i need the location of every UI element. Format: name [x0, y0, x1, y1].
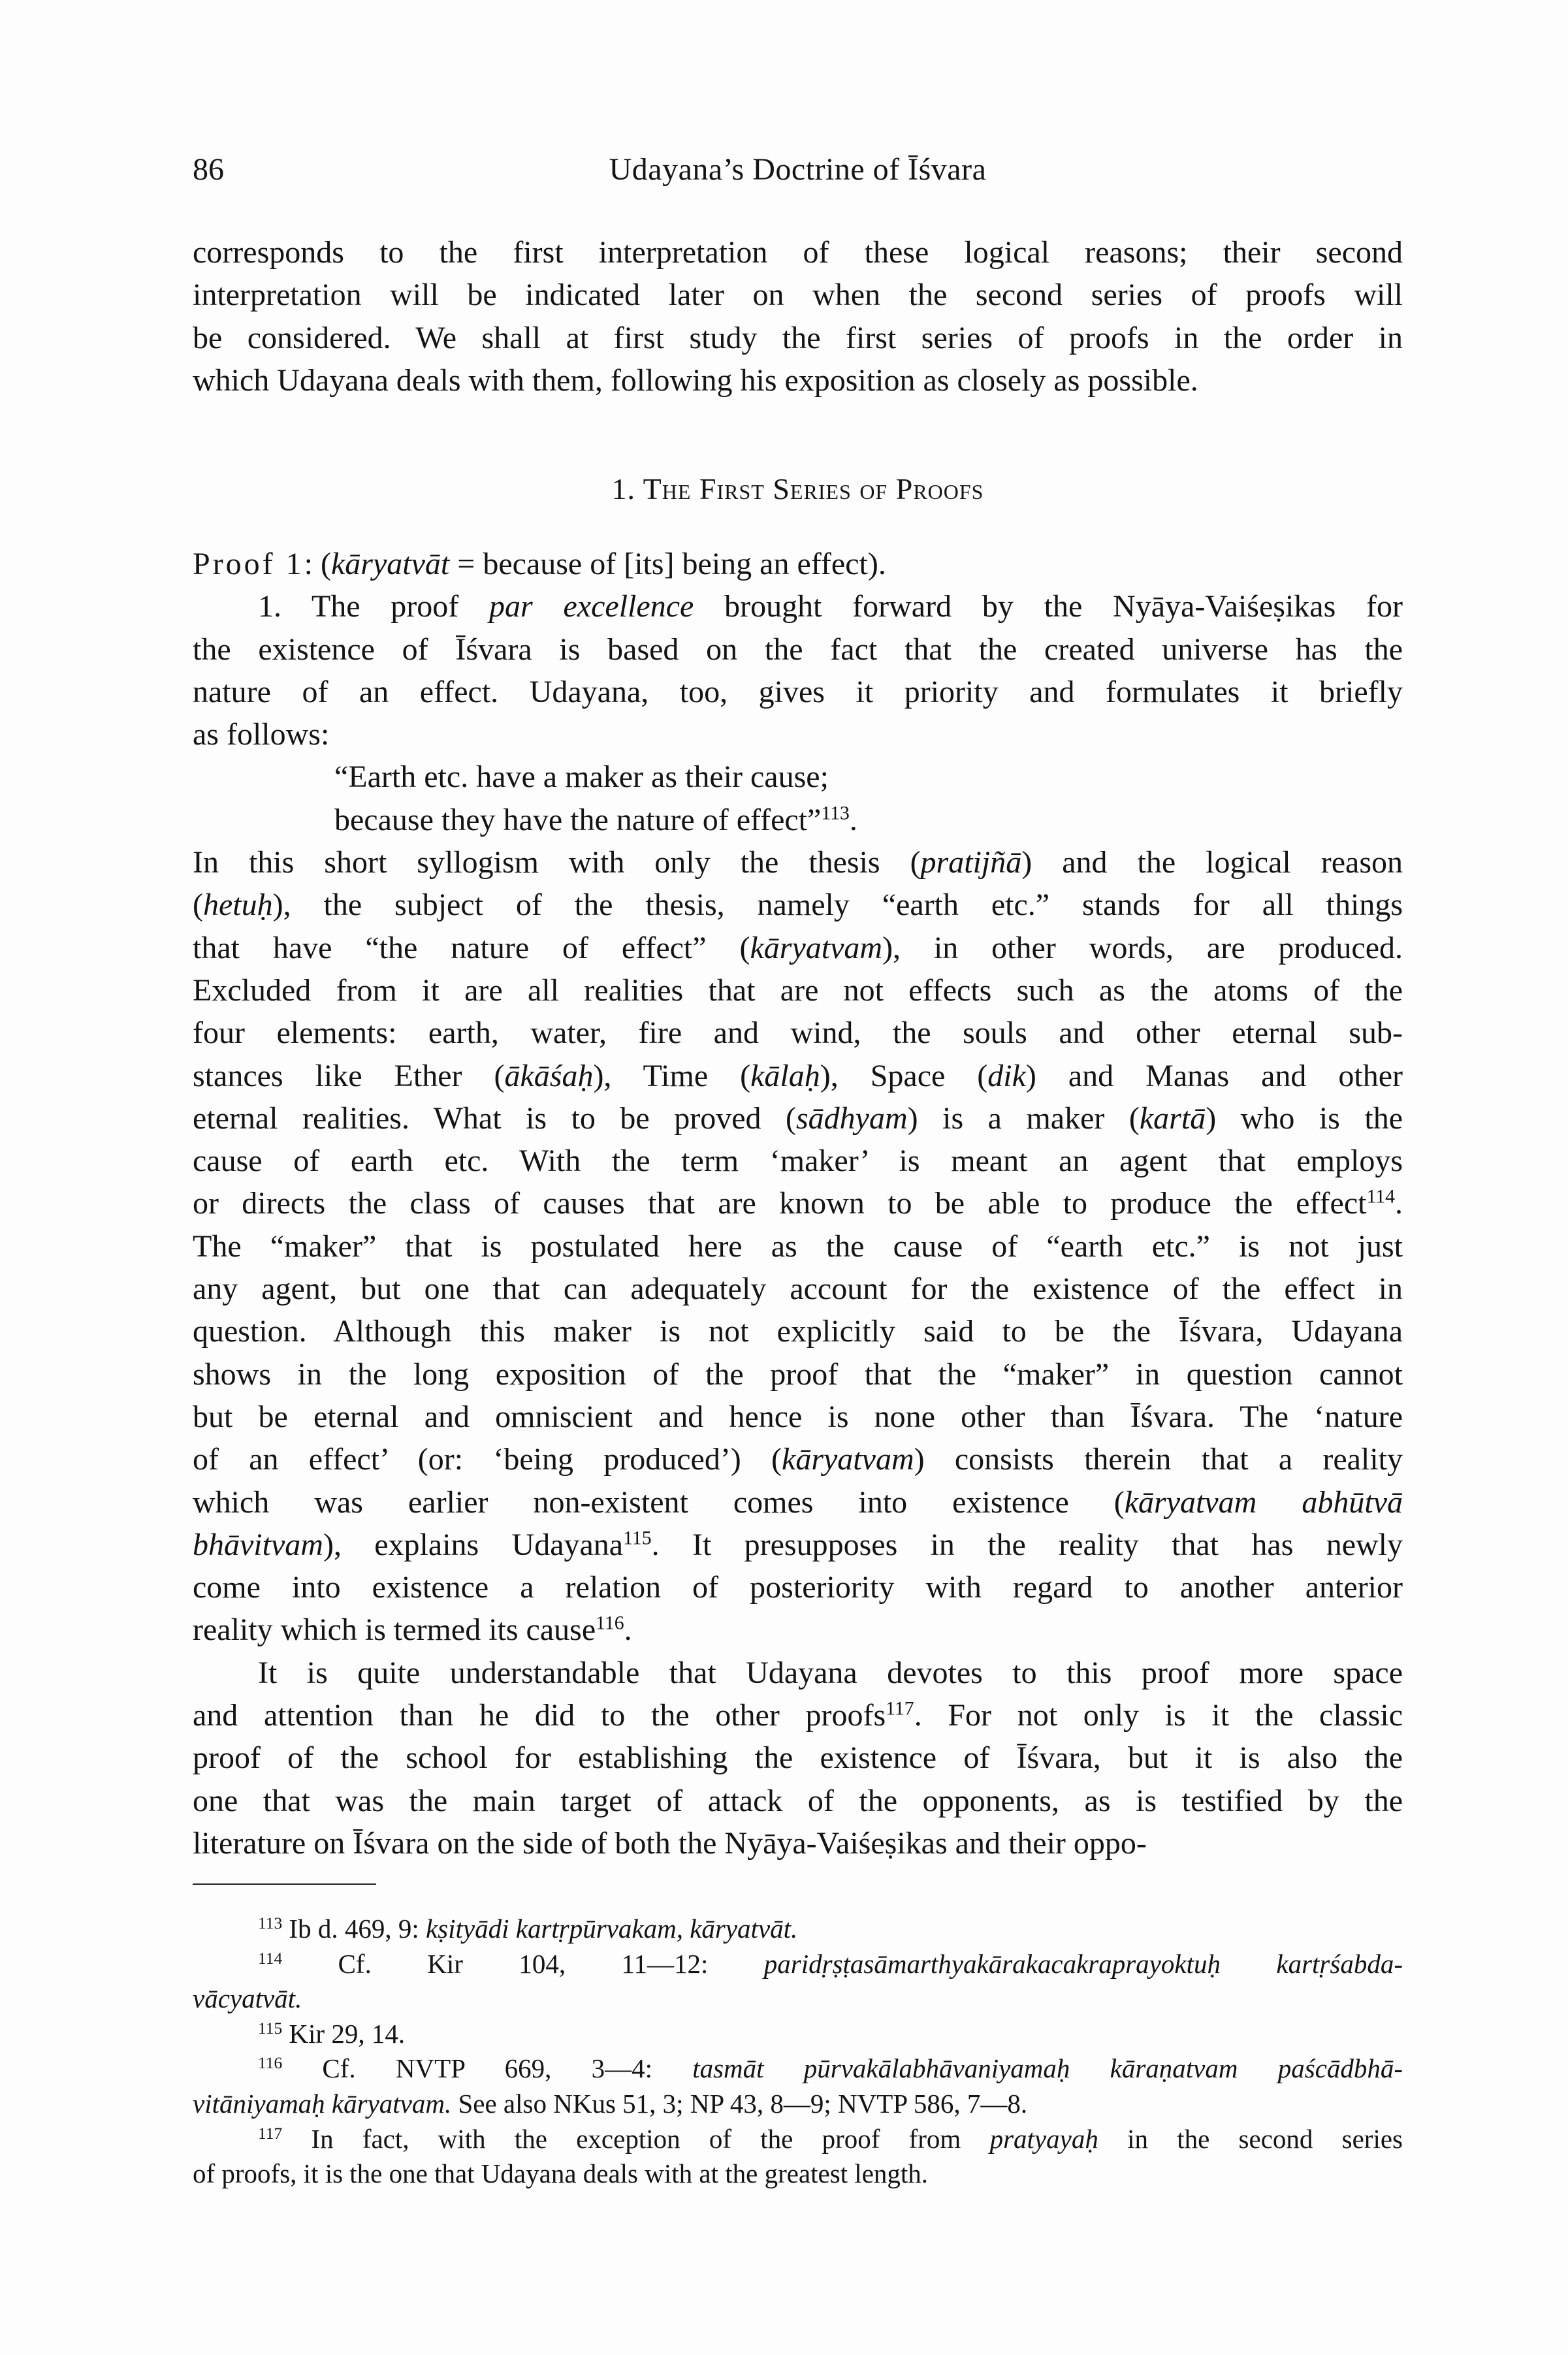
- text-line: [193, 1481, 1403, 1524]
- text-line: [193, 543, 1403, 585]
- proof-label: Proof 1: [193, 547, 304, 581]
- footnote-number: 116: [258, 2054, 283, 2073]
- footnote-number: 115: [623, 1527, 652, 1549]
- text-run: .: [624, 1612, 632, 1648]
- text-run: : (: [304, 547, 331, 581]
- text-line: [193, 1012, 1403, 1054]
- text-run: 1. The proof: [258, 589, 490, 624]
- text-run: ), Space (: [820, 1058, 988, 1093]
- text-line: [193, 1268, 1403, 1310]
- running-header: [193, 150, 1403, 189]
- text-line: [193, 884, 1403, 926]
- text-line: [193, 2122, 1403, 2157]
- text-line: [193, 2017, 1403, 2052]
- text-run: Cf. Kir 104, 11—12:: [282, 1948, 764, 1979]
- italic-term: sādhyam: [796, 1100, 908, 1136]
- footnote-number: 114: [1366, 1186, 1395, 1208]
- text-line: [193, 1097, 1403, 1140]
- text-run: as follows:: [193, 717, 330, 752]
- italic-term: vitāniyamaḥ kāryatvam.: [193, 2088, 452, 2119]
- text-line: [193, 927, 1403, 969]
- text-run: Ib d. 469, 9:: [282, 1914, 426, 1944]
- text-run: one that was the main target of attack of the opponents, as is testified by the: [193, 1783, 1403, 1818]
- text-run: of an effect’ (or: ‘being produced’) (: [193, 1442, 782, 1477]
- text-run: Cf. NVTP 669, 3—4:: [282, 2053, 693, 2084]
- text-run: any agent, but one that can adequately account for the existence of the effect in: [193, 1272, 1403, 1307]
- footnotes: [193, 1912, 1403, 2192]
- main-text: [193, 543, 1403, 1865]
- text-run: or directs the class of causes that are known to be able to produce the effect: [193, 1186, 1367, 1221]
- italic-term: dik: [987, 1058, 1026, 1093]
- text-run: ), Time (: [593, 1058, 751, 1093]
- text-run: literature on Īśvara on the side of both the Nyāya-Vaiśeṣikas and their oppo-: [193, 1825, 1147, 1861]
- text-run: and attention than he did to the other proofs: [193, 1698, 886, 1733]
- text-run: In fact, with the exception of the proof from: [282, 2123, 990, 2154]
- italic-term: par excellence: [489, 589, 694, 624]
- italic-term: kāryatvam abhūtvā: [1124, 1484, 1403, 1520]
- text-run: nature of an effect. Udayana, too, gives it priority and formulates it briefly: [193, 674, 1403, 709]
- text-run: ), the subject of the thesis, namely “earth etc.” stands for all things: [272, 888, 1403, 923]
- page-number: 86: [193, 152, 224, 187]
- text-line: [193, 1737, 1403, 1779]
- text-line: [193, 1609, 1403, 1651]
- text-run: of proofs, it is the one that Udayana deals with at the greatest length.: [193, 2158, 929, 2189]
- text-run: The “maker” that is postulated here as the cause of “earth etc.” is not just: [193, 1228, 1403, 1264]
- footnote-number: 113: [258, 1914, 283, 1933]
- text-run: stances like Ether (: [193, 1058, 505, 1093]
- italic-term: pratijñā: [920, 845, 1022, 880]
- text-run: interpretation will be indicated later on when the second series of proofs will: [193, 278, 1403, 313]
- text-run: ) and the logical reason: [1021, 845, 1403, 880]
- text-line: [193, 2087, 1403, 2122]
- text-line: [193, 841, 1403, 884]
- text-run: come into existence a relation of posteriority with regard to another anterior: [193, 1570, 1403, 1605]
- text-line: [193, 1310, 1403, 1353]
- text-run: four elements: earth, water, fire and wind, the souls and other eternal sub-: [193, 1016, 1403, 1051]
- text-run: ) consists therein that a reality: [914, 1442, 1403, 1477]
- footnote-number: 115: [258, 2019, 283, 2038]
- text-run: because they have the nature of effect”: [334, 802, 822, 837]
- italic-term: kāryatvam: [750, 930, 883, 965]
- text-line: [193, 585, 1403, 628]
- text-run: ) is a maker (: [907, 1100, 1140, 1136]
- text-line: [193, 1055, 1403, 1097]
- text-run: “Earth etc. have a maker as their cause;: [334, 760, 829, 795]
- text-line: [193, 628, 1403, 671]
- text-line: [193, 1524, 1403, 1566]
- text-line: [193, 756, 1403, 798]
- text-line: [193, 274, 1403, 316]
- italic-term: hetuḥ: [202, 888, 273, 923]
- text-run: which Udayana deals with them, following his exposition as closely as possible.: [193, 362, 1198, 398]
- text-line: [193, 713, 1403, 756]
- text-line: [193, 1780, 1403, 1822]
- text-run: In this short syllogism with only the thesis (: [193, 845, 921, 880]
- italic-term: ākāśaḥ: [504, 1058, 594, 1093]
- intro-paragraph: [193, 231, 1403, 402]
- text-line: [193, 2051, 1403, 2087]
- text-line: [193, 1694, 1403, 1737]
- text-run: the existence of Īśvara is based on the fact that the created universe has the: [193, 632, 1403, 667]
- text-line: [193, 1912, 1403, 1947]
- text-line: [193, 1947, 1403, 1982]
- text-run: which was earlier non-existent comes into existence (: [193, 1484, 1125, 1520]
- text-run: in the second series: [1098, 2123, 1403, 2154]
- text-run: reality which is termed its cause: [193, 1612, 596, 1648]
- italic-term: kāryatvam: [782, 1442, 914, 1477]
- footnote-number: 114: [258, 1949, 283, 1968]
- text-run: that have “the nature of effect” (: [193, 930, 750, 965]
- italic-term: paridṛṣṭasāmarthyakārakacakraprayoktuḥ kartṛśabda-: [763, 1948, 1403, 1979]
- italic-term: tasmāt pūrvakālabhāvaniyamaḥ kāraṇatvam paścādbhā-: [692, 2053, 1403, 2084]
- text-line: [193, 1438, 1403, 1481]
- text-run: question. Although this maker is not explicitly said to be the Īśvara, Udayana: [193, 1314, 1403, 1349]
- text-line: [193, 2156, 1403, 2192]
- text-line: [193, 359, 1403, 402]
- text-run: proof of the school for establishing the existence of Īśvara, but it is also the: [193, 1740, 1403, 1776]
- text-run: ), explains Udayana: [323, 1527, 624, 1562]
- text-line: [193, 1225, 1403, 1268]
- text-line: [193, 231, 1403, 274]
- text-line: [193, 1822, 1403, 1865]
- text-run: . For not only is it the classic: [914, 1698, 1403, 1733]
- text-line: [193, 317, 1403, 359]
- text-run: be considered. We shall at first study the first series of proofs in the order in: [193, 320, 1403, 355]
- section-heading: 1. The First Series of Proofs: [611, 472, 984, 505]
- text-run: corresponds to the first interpretation of these logical reasons; their second: [193, 235, 1403, 270]
- text-line: [193, 1353, 1403, 1396]
- italic-term: kālaḥ: [750, 1058, 820, 1093]
- text-run: brought forward by the Nyāya-Vaiśeṣikas for: [694, 589, 1403, 624]
- text-run: = because of [its] being an effect).: [449, 547, 886, 581]
- text-run: ) and Manas and other: [1025, 1058, 1403, 1093]
- text-line: [193, 1182, 1403, 1225]
- text-line: [193, 1396, 1403, 1438]
- text-run: . It presupposes in the reality that has newly: [651, 1527, 1403, 1562]
- text-run: See also NKus 51, 3; NP 43, 8—9; NVTP 586, 7—8.: [451, 2088, 1028, 2119]
- text-run: but be eternal and omniscient and hence is none other than Īśvara. The ‘nature: [193, 1399, 1403, 1434]
- italic-term: pratyayaḥ: [989, 2123, 1098, 2154]
- italic-term: bhāvitvam: [193, 1527, 323, 1562]
- italic-term: vācyatvāt.: [193, 1983, 302, 2014]
- text-line: [193, 969, 1403, 1012]
- italic-term: kāryatvāt: [331, 547, 450, 581]
- footnote-divider: [193, 1883, 376, 1885]
- text-run: ), in other words, are produced.: [882, 930, 1403, 965]
- text-run: (: [193, 888, 203, 923]
- text-line: [193, 1652, 1403, 1694]
- text-run: cause of earth etc. With the term ‘maker’ is meant an agent that employs: [193, 1144, 1403, 1179]
- text-run: It is quite understandable that Udayana devotes to this proof more space: [258, 1655, 1403, 1690]
- text-run: eternal realities. What is to be proved (: [193, 1100, 796, 1136]
- italic-term: kṣityādi kartṛpūrvakam, kāryatvāt.: [425, 1914, 798, 1944]
- italic-term: kartā: [1139, 1100, 1206, 1136]
- text-run: ) who is the: [1206, 1100, 1403, 1136]
- text-line: [193, 1140, 1403, 1182]
- running-title: Udayana’s Doctrine of Īśvara: [609, 152, 987, 187]
- text-line: [193, 671, 1403, 713]
- text-line: [193, 1981, 1403, 2017]
- footnote-number: 116: [596, 1612, 624, 1635]
- text-run: shows in the long exposition of the proof that the “maker” in question cannot: [193, 1356, 1403, 1392]
- text-run: .: [1395, 1186, 1403, 1221]
- text-run: Excluded from it are all realities that are not effects such as the atoms of the: [193, 972, 1403, 1008]
- text-line: [193, 799, 1403, 841]
- text-run: Kir 29, 14.: [282, 2018, 406, 2049]
- text-line: [193, 1566, 1403, 1609]
- footnote-number: 117: [258, 2124, 283, 2143]
- footnote-number: 113: [821, 802, 850, 824]
- text-run: .: [849, 802, 857, 837]
- footnote-number: 117: [886, 1697, 914, 1720]
